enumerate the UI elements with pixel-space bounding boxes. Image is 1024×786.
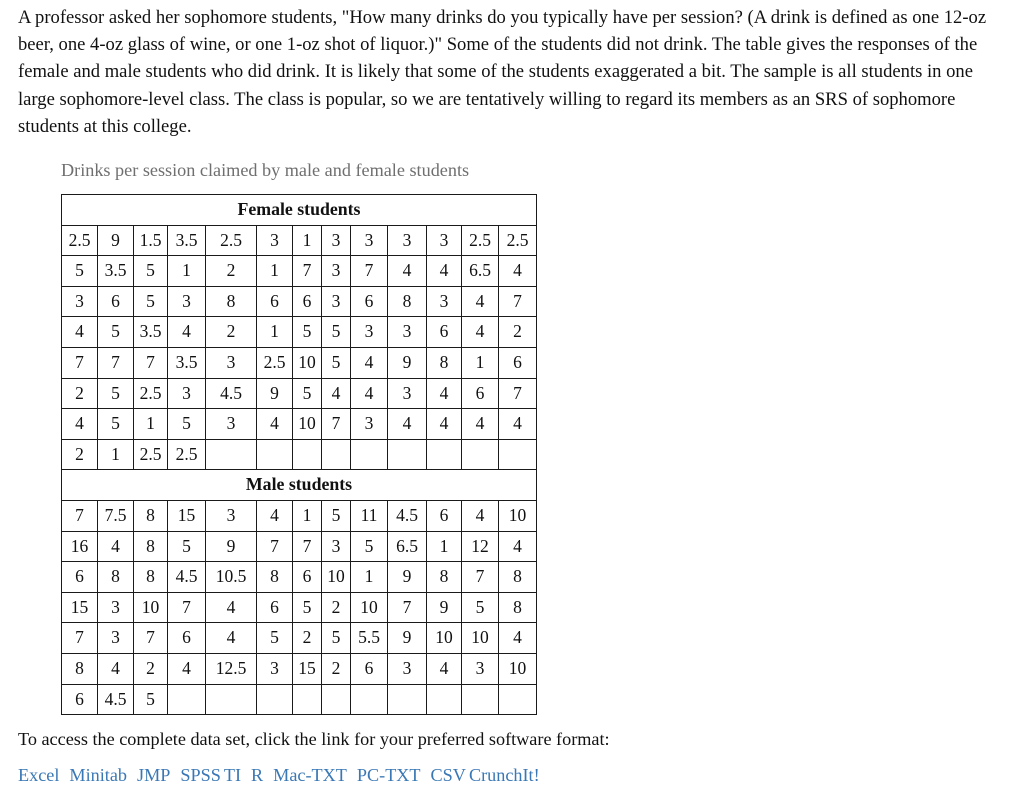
female-cell: 4 xyxy=(462,409,499,440)
female-row xyxy=(62,439,537,470)
female-cell: 1 xyxy=(257,256,293,287)
male-cell xyxy=(427,684,462,715)
male-cell: 3 xyxy=(206,500,257,531)
male-cell xyxy=(388,684,427,715)
female-cell: 6 xyxy=(499,347,537,378)
male-cell: 2 xyxy=(322,592,351,623)
female-cell: 5 xyxy=(322,317,351,348)
female-cell: 4 xyxy=(499,409,537,440)
female-cell xyxy=(322,439,351,470)
link-ti[interactable]: TI xyxy=(223,765,242,785)
female-cell: 2.5 xyxy=(499,225,537,256)
female-cell: 3.5 xyxy=(98,256,134,287)
male-cell: 7 xyxy=(62,500,98,531)
link-csv[interactable]: CSV xyxy=(430,765,466,785)
male-cell: 11 xyxy=(351,500,388,531)
male-cell: 5 xyxy=(168,531,206,562)
problem-text: A professor asked her sophomore students, "How many drinks do you typically have per session? (A drink is defined as one 12-oz beer, one 4-oz glass of wine, or one 1-oz shot of liquor.)" Some of the students did not drink. The table gives the responses of the female and male students who did drink. It is likely that some of the students exaggerated a bit. The sample is all students in one large sophomore-level class. The class is popular, so we are tentatively willing to regard its members as an SRS of sophomore students at this college. xyxy=(18,7,987,137)
female-cell: 4 xyxy=(462,286,499,317)
male-cell: 7 xyxy=(62,623,98,654)
female-cell: 3 xyxy=(62,286,98,317)
female-cell: 6 xyxy=(293,286,322,317)
male-cell: 5 xyxy=(322,500,351,531)
male-cell: 2 xyxy=(134,653,168,684)
male-cell: 4.5 xyxy=(168,562,206,593)
male-cell: 5 xyxy=(257,623,293,654)
male-cell: 3 xyxy=(257,653,293,684)
male-cell: 10 xyxy=(499,653,537,684)
female-cell: 1 xyxy=(98,439,134,470)
male-cell: 8 xyxy=(134,531,168,562)
female-row xyxy=(62,225,537,256)
female-cell: 3 xyxy=(388,225,427,256)
female-cell: 9 xyxy=(257,378,293,409)
female-cell xyxy=(257,439,293,470)
male-cell: 9 xyxy=(388,562,427,593)
male-cell: 15 xyxy=(293,653,322,684)
male-cell: 4.5 xyxy=(388,500,427,531)
male-cell: 3 xyxy=(98,592,134,623)
female-cell: 3 xyxy=(351,225,388,256)
male-cell: 10 xyxy=(427,623,462,654)
male-row xyxy=(62,592,537,623)
female-cell: 8 xyxy=(427,347,462,378)
female-cell: 5 xyxy=(98,409,134,440)
male-cell: 7 xyxy=(462,562,499,593)
female-cell: 4 xyxy=(351,347,388,378)
female-cell: 4 xyxy=(499,256,537,287)
male-cell: 8 xyxy=(499,592,537,623)
male-cell: 5 xyxy=(293,592,322,623)
female-cell: 3 xyxy=(206,409,257,440)
female-cell: 3 xyxy=(206,347,257,378)
male-cell: 8 xyxy=(134,500,168,531)
female-cell: 6 xyxy=(462,378,499,409)
female-cell: 6 xyxy=(257,286,293,317)
male-cell: 8 xyxy=(98,562,134,593)
male-row xyxy=(62,531,537,562)
link-pc-txt[interactable]: PC-TXT xyxy=(356,765,421,785)
male-cell: 9 xyxy=(427,592,462,623)
male-cell: 4 xyxy=(499,623,537,654)
male-cell: 6 xyxy=(62,684,98,715)
male-cell: 7 xyxy=(168,592,206,623)
link-spss[interactable]: SPSS xyxy=(180,765,221,785)
female-cell: 3.5 xyxy=(168,225,206,256)
male-row xyxy=(62,562,537,593)
male-cell: 15 xyxy=(62,592,98,623)
male-cell: 8 xyxy=(427,562,462,593)
male-cell: 9 xyxy=(206,531,257,562)
female-cell: 4 xyxy=(322,378,351,409)
female-cell: 4 xyxy=(257,409,293,440)
male-cell: 16 xyxy=(62,531,98,562)
male-cell: 8 xyxy=(134,562,168,593)
female-cell: 7 xyxy=(351,256,388,287)
female-cell: 3 xyxy=(351,409,388,440)
link-minitab[interactable]: Minitab xyxy=(69,765,127,785)
male-cell: 8 xyxy=(257,562,293,593)
female-cell: 7 xyxy=(293,256,322,287)
male-cell: 7 xyxy=(388,592,427,623)
female-cell: 1 xyxy=(257,317,293,348)
male-cell: 10 xyxy=(499,500,537,531)
female-cell xyxy=(462,439,499,470)
female-cell: 4 xyxy=(351,378,388,409)
male-cell: 4.5 xyxy=(98,684,134,715)
female-cell: 2.5 xyxy=(134,439,168,470)
male-cell: 15 xyxy=(168,500,206,531)
male-cell: 6 xyxy=(62,562,98,593)
female-cell: 3 xyxy=(322,286,351,317)
male-cell: 12 xyxy=(462,531,499,562)
male-cell: 7 xyxy=(293,531,322,562)
male-cell: 6 xyxy=(427,500,462,531)
female-cell: 3 xyxy=(427,286,462,317)
male-cell xyxy=(206,684,257,715)
male-cell: 4 xyxy=(98,531,134,562)
male-cell: 6.5 xyxy=(388,531,427,562)
male-cell: 4 xyxy=(168,653,206,684)
male-cell: 6 xyxy=(257,592,293,623)
male-cell: 7.5 xyxy=(98,500,134,531)
female-cell: 2 xyxy=(62,378,98,409)
male-row xyxy=(62,623,537,654)
female-row xyxy=(62,286,537,317)
female-row xyxy=(62,347,537,378)
male-cell: 2 xyxy=(322,653,351,684)
male-cell: 1 xyxy=(427,531,462,562)
drinks-table xyxy=(61,194,537,715)
female-cell: 2.5 xyxy=(134,378,168,409)
male-cell: 5 xyxy=(462,592,499,623)
male-cell: 7 xyxy=(134,623,168,654)
male-cell: 4 xyxy=(257,500,293,531)
female-cell: 2.5 xyxy=(62,225,98,256)
female-cell: 7 xyxy=(98,347,134,378)
female-cell: 7 xyxy=(499,378,537,409)
female-cell xyxy=(206,439,257,470)
female-cell: 5 xyxy=(322,347,351,378)
male-cell: 1 xyxy=(351,562,388,593)
female-cell: 2 xyxy=(499,317,537,348)
female-cell: 3.5 xyxy=(134,317,168,348)
male-cell xyxy=(499,684,537,715)
female-cell: 6 xyxy=(351,286,388,317)
female-cell: 3 xyxy=(168,286,206,317)
male-cell: 3 xyxy=(322,531,351,562)
female-cell: 4 xyxy=(168,317,206,348)
male-cell xyxy=(293,684,322,715)
link-jmp[interactable]: JMP xyxy=(137,765,171,785)
female-cell: 2 xyxy=(206,256,257,287)
male-cell: 10 xyxy=(134,592,168,623)
female-cell: 5 xyxy=(293,317,322,348)
female-cell: 3 xyxy=(351,317,388,348)
female-cell: 6 xyxy=(427,317,462,348)
female-cell: 6.5 xyxy=(462,256,499,287)
female-cell: 3 xyxy=(388,378,427,409)
female-cell: 5 xyxy=(98,317,134,348)
female-cell: 7 xyxy=(62,347,98,378)
female-cell: 4 xyxy=(62,409,98,440)
male-row xyxy=(62,653,537,684)
female-cell xyxy=(388,439,427,470)
female-cell: 4.5 xyxy=(206,378,257,409)
female-cell: 1 xyxy=(293,225,322,256)
male-cell: 4 xyxy=(499,531,537,562)
link-crunchit[interactable]: CrunchIt! xyxy=(468,765,540,785)
female-header-row xyxy=(62,195,537,226)
female-cell: 10 xyxy=(293,347,322,378)
male-row xyxy=(62,684,537,715)
male-cell: 5 xyxy=(322,623,351,654)
male-cell: 5.5 xyxy=(351,623,388,654)
table-caption: Drinks per session claimed by male and female students xyxy=(61,160,470,180)
female-cell: 3 xyxy=(257,225,293,256)
female-cell: 4 xyxy=(388,256,427,287)
female-cell: 6 xyxy=(98,286,134,317)
female-cell: 7 xyxy=(322,409,351,440)
female-cell: 5 xyxy=(62,256,98,287)
female-cell: 5 xyxy=(293,378,322,409)
software-links xyxy=(18,765,550,786)
male-cell: 6 xyxy=(293,562,322,593)
male-cell: 10 xyxy=(462,623,499,654)
male-cell: 12.5 xyxy=(206,653,257,684)
link-mac-txt[interactable]: Mac-TXT xyxy=(273,765,347,785)
female-row xyxy=(62,256,537,287)
female-cell xyxy=(427,439,462,470)
female-cell: 3 xyxy=(388,317,427,348)
female-cell: 9 xyxy=(98,225,134,256)
male-cell: 10 xyxy=(322,562,351,593)
female-cell: 2.5 xyxy=(206,225,257,256)
female-cell: 8 xyxy=(206,286,257,317)
female-cell: 1 xyxy=(168,256,206,287)
female-cell: 2.5 xyxy=(168,439,206,470)
male-cell xyxy=(322,684,351,715)
female-cell: 4 xyxy=(388,409,427,440)
male-cell xyxy=(351,684,388,715)
female-cell: 4 xyxy=(427,378,462,409)
male-cell: 3 xyxy=(98,623,134,654)
female-cell: 5 xyxy=(168,409,206,440)
female-cell: 4 xyxy=(62,317,98,348)
female-cell: 4 xyxy=(462,317,499,348)
male-cell: 6 xyxy=(168,623,206,654)
female-row xyxy=(62,409,537,440)
male-cell xyxy=(168,684,206,715)
male-cell: 3 xyxy=(388,653,427,684)
male-cell: 8 xyxy=(499,562,537,593)
female-cell: 1 xyxy=(462,347,499,378)
male-cell xyxy=(257,684,293,715)
male-cell: 4 xyxy=(462,500,499,531)
female-row xyxy=(62,378,537,409)
male-cell: 4 xyxy=(98,653,134,684)
female-row xyxy=(62,317,537,348)
male-cell: 2 xyxy=(293,623,322,654)
female-cell xyxy=(293,439,322,470)
male-cell: 7 xyxy=(257,531,293,562)
female-cell: 2.5 xyxy=(257,347,293,378)
male-cell: 4 xyxy=(427,653,462,684)
female-cell: 5 xyxy=(98,378,134,409)
male-header: Male students xyxy=(62,470,537,501)
male-cell: 4 xyxy=(206,592,257,623)
female-cell: 2 xyxy=(62,439,98,470)
female-cell: 3 xyxy=(322,256,351,287)
female-cell: 3 xyxy=(168,378,206,409)
link-excel[interactable]: Excel xyxy=(18,765,60,785)
female-cell: 2.5 xyxy=(462,225,499,256)
female-header: Female students xyxy=(62,195,537,226)
female-cell: 3 xyxy=(427,225,462,256)
male-cell: 5 xyxy=(351,531,388,562)
female-cell: 1 xyxy=(134,409,168,440)
female-cell: 4 xyxy=(427,409,462,440)
female-cell: 4 xyxy=(427,256,462,287)
female-cell: 9 xyxy=(388,347,427,378)
female-cell: 10 xyxy=(293,409,322,440)
female-cell: 5 xyxy=(134,256,168,287)
link-r[interactable]: R xyxy=(251,765,264,785)
male-cell: 3 xyxy=(462,653,499,684)
male-cell: 5 xyxy=(134,684,168,715)
male-cell: 8 xyxy=(62,653,98,684)
female-cell: 2 xyxy=(206,317,257,348)
female-cell: 3.5 xyxy=(168,347,206,378)
female-cell: 1.5 xyxy=(134,225,168,256)
male-cell: 4 xyxy=(206,623,257,654)
male-header-row xyxy=(62,470,537,501)
female-cell: 3 xyxy=(322,225,351,256)
female-cell: 8 xyxy=(388,286,427,317)
female-cell xyxy=(351,439,388,470)
female-cell: 7 xyxy=(499,286,537,317)
female-cell xyxy=(499,439,537,470)
male-cell: 9 xyxy=(388,623,427,654)
male-cell: 1 xyxy=(293,500,322,531)
male-cell xyxy=(462,684,499,715)
female-cell: 7 xyxy=(134,347,168,378)
access-text: To access the complete data set, click the link for your preferred software format: xyxy=(18,729,610,749)
male-cell: 10 xyxy=(351,592,388,623)
male-row xyxy=(62,500,537,531)
male-cell: 10.5 xyxy=(206,562,257,593)
male-cell: 6 xyxy=(351,653,388,684)
female-cell: 5 xyxy=(134,286,168,317)
